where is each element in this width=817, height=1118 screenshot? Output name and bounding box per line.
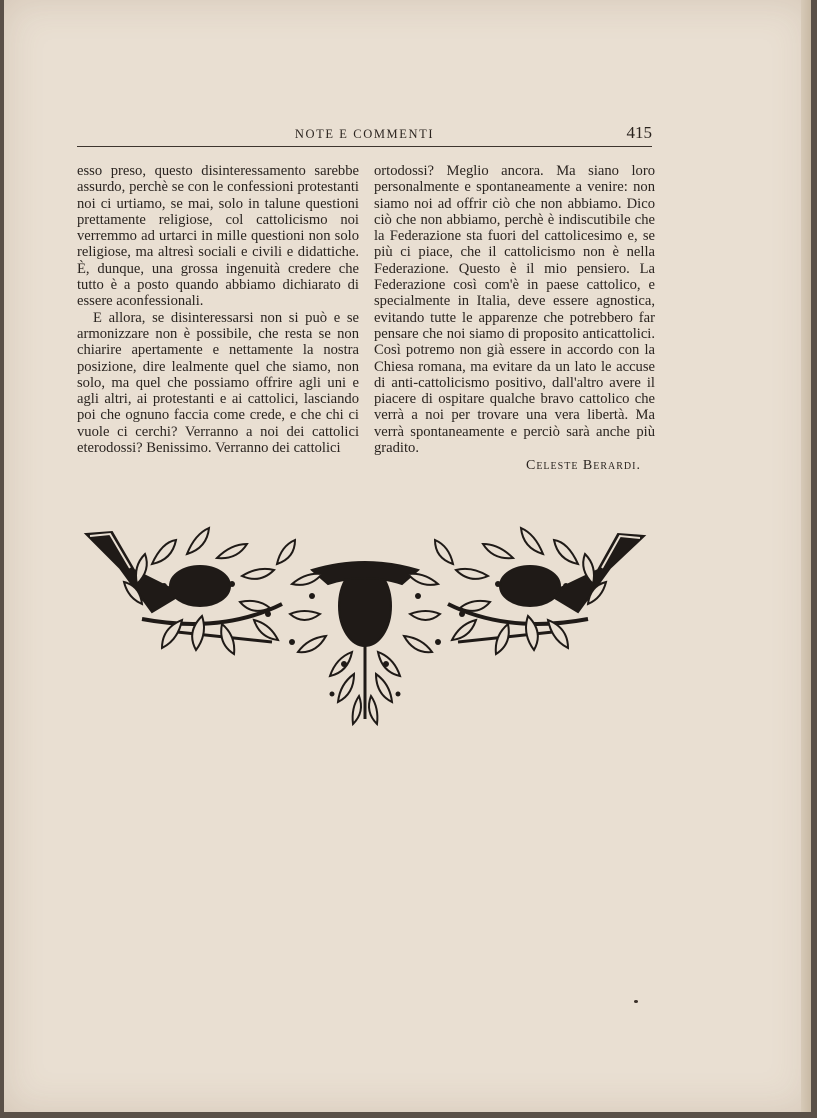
left-column (77, 163, 359, 456)
author-signature: Celeste Berardi. (525, 458, 641, 474)
page-edge (801, 0, 811, 1112)
right-column (374, 163, 655, 475)
paragraph: esso preso, questo disinteressamento sarebbe assurdo, perchè se con le confessioni protestanti noi ci urtiamo, se mai, solo in talune questioni prettamente religiose, col cattolicismo noi verremmo ad urtarci in mille questioni non solo religiose, ma altresì sociali e civili e didattiche. È, dunque, una grossa ingenuità credere che tutto è a posto quando abbiamo dichiarato di essere aconfessionali. (77, 163, 359, 310)
page-header (77, 125, 652, 147)
laurel-garland-icon (82, 524, 648, 729)
book-page (4, 0, 811, 1112)
paragraph: ortodossi? Meglio ancora. Ma siano loro personalmente e spontaneamente a venire: non siamo noi ad offrir ciò che non abbiamo. Dico ciò che non abbiamo, perchè è indiscutibile che la Federazione sta fuori del cattolicesimo e, se più ci piace, che il cattolicismo non è nella Federazione. Questo è il mio pensiero. La Federazione così com'è in paese cattolico, e specialmente in Italia, deve essere agnostica, evitando tutte le apparenze che potrebbero far pensare che noi siamo di proposito anticattolici. Così potremo non già essere in accordo con la Chiesa romana, ma evitare da un lato le accuse di anti-cattolicismo positivo, dall'altro avere il piacere di ospitare qualche bravo cattolico che verrà a noi per trovare una vera libertà. Ma verrà spontaneamente e perciò sarà anche più gradito. (374, 163, 655, 457)
paragraph: E allora, se disinteressarsi non si può e se armonizzare non è possibile, che resta se non chiarire apertamente e nettamente la nostra posizione, dire lealmente quel che siamo, non solo, ma quel che possiamo offrire agli uni e agli altri, ai protestanti e ai cattolici, lasciando poi che ognuno faccia come crede, e che chi ci vuole ci cerchi? Verranno a noi dei cattolici eterodossi? Benissimo. Verranno dei cattolici (77, 309, 359, 457)
page-number: 415 (626, 123, 652, 142)
ink-speck (634, 1000, 638, 1003)
header-rule (77, 146, 652, 147)
running-title: NOTE E COMMENTI (294, 127, 435, 141)
